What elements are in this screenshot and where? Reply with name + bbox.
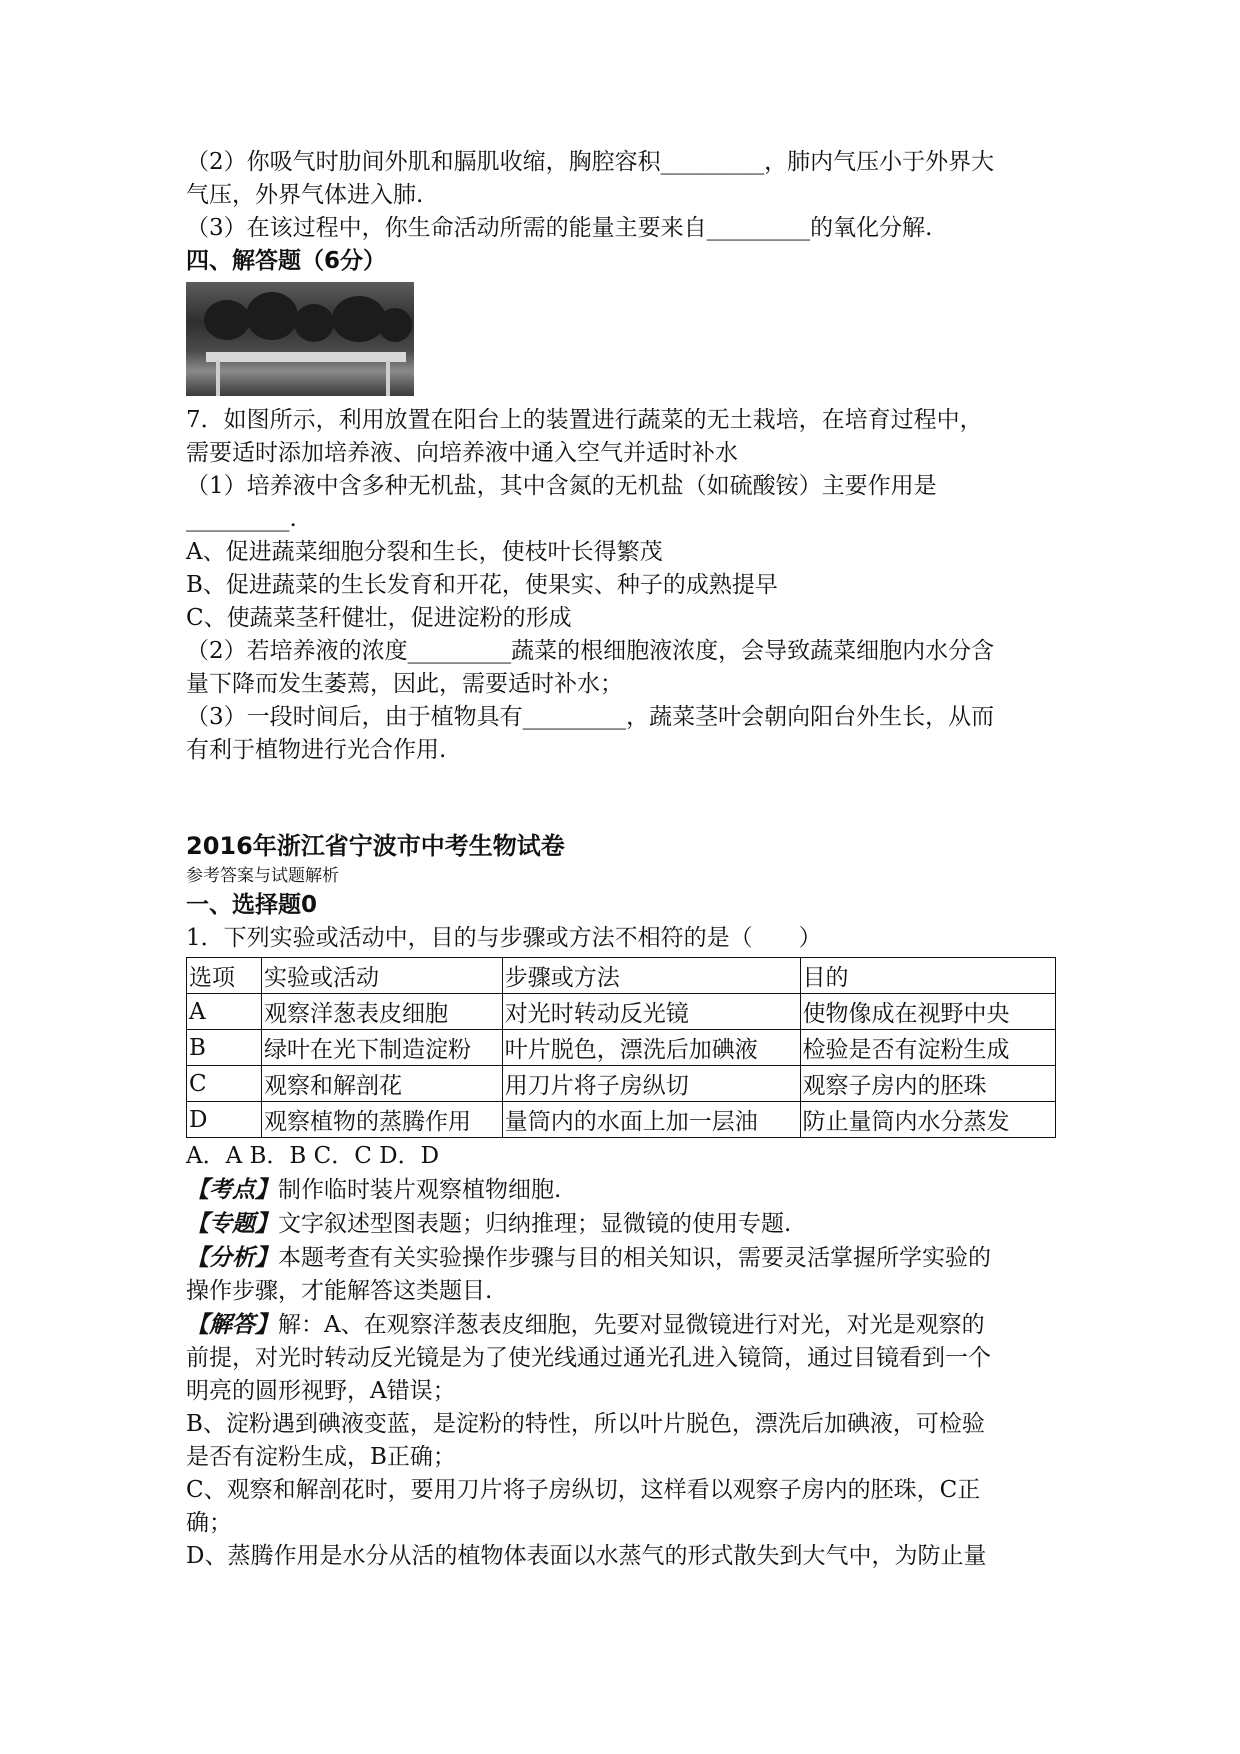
q1-table (186, 957, 1056, 1138)
table-cell: 量筒内的水面上加一层油 (502, 1102, 800, 1138)
page-content (186, 146, 1066, 1573)
table-cell: 用刀片将子房纵切 (502, 1066, 800, 1102)
fenxi-line1 (186, 1241, 1066, 1275)
q6-part2-line1: （2）你吸气时肋间外肌和膈肌收缩，胸腔容积_________，肺内气压小于外界大 (186, 149, 995, 175)
q1-stem: 1．下列实验或活动中，目的与步骤或方法不相符的是（ ） (186, 925, 822, 951)
jieda-line8: D、蒸腾作用是水分从活的植物体表面以水蒸气的形式散失到大气中，为防止量 (186, 1543, 987, 1569)
table-cell: 观察子房内的胚珠 (800, 1066, 1056, 1102)
answer-title: 2016年浙江省宁波市中考生物试卷 (186, 832, 565, 860)
answer-subtitle: 参考答案与试题解析 (186, 866, 339, 886)
q7-stem-line1: 7．如图所示，利用放置在阳台上的装置进行蔬菜的无土栽培，在培育过程中， (186, 407, 983, 433)
table-row (187, 1066, 1056, 1102)
section-gap (186, 767, 1066, 829)
hydroponics-photo (186, 282, 414, 396)
zhuanti-text: 文字叙述型图表题；归纳推理；显微镜的使用专题. (278, 1211, 792, 1237)
table-row (187, 1030, 1056, 1066)
q1-choices: A．A B．B C．C D．D (186, 1143, 440, 1169)
q6-part3: （3）在该过程中，你生命活动所需的能量主要来自_________的氧化分解. (186, 215, 933, 241)
kaodian-tag: 【考点】 (186, 1176, 278, 1203)
jieda-line2: 前提，对光时转动反光镜是为了使光线通过通光孔进入镜筒，通过目镜看到一个 (186, 1345, 991, 1371)
fenxi-line2: 操作步骤，才能解答这类题目. (186, 1278, 493, 1304)
jieda-line6: C、观察和解剖花时，要用刀片将子房纵切，这样看以观察子房内的胚珠，C正 (186, 1477, 981, 1503)
zhuanti-tag: 【专题】 (186, 1210, 278, 1237)
table-row (187, 1102, 1056, 1138)
jieda-tag: 【解答】 (186, 1311, 278, 1338)
jieda-line7: 确； (186, 1510, 232, 1536)
table-cell: 防止量筒内水分蒸发 (800, 1102, 1056, 1138)
zhuanti-line (186, 1207, 1066, 1241)
table-cell: A (187, 994, 262, 1030)
table-cell: B (187, 1030, 262, 1066)
jieda-line4: B、淀粉遇到碘液变蓝，是淀粉的特性，所以叶片脱色，漂洗后加碘液，可检验 (186, 1411, 985, 1437)
q7-option-b: B、促进蔬菜的生长发育和开花，使果实、种子的成熟提早 (186, 572, 778, 598)
q7-part1-line1: （1）培养液中含多种无机盐，其中含氮的无机盐（如硫酸铵）主要作用是 (186, 473, 937, 499)
table-cell: 观察植物的蒸腾作用 (262, 1102, 503, 1138)
section4-heading: 四、解答题（6分） (186, 248, 387, 274)
table-cell: 叶片脱色，漂洗后加碘液 (502, 1030, 800, 1066)
table-row (187, 994, 1056, 1030)
q7-part2-line1: （2）若培养液的浓度_________蔬菜的根细胞液浓度，会导致蔬菜细胞内水分含 (186, 638, 995, 664)
table-header-row (187, 958, 1056, 994)
q7-part3-line1: （3）一段时间后，由于植物具有_________，蔬菜茎叶会朝向阳台外生长，从而 (186, 704, 995, 730)
fenxi-text: 本题考查有关实验操作步骤与目的相关知识，需要灵活掌握所学实验的 (278, 1245, 991, 1271)
table-cell: 绿叶在光下制造淀粉 (262, 1030, 503, 1066)
jieda-line5: 是否有淀粉生成，B正确； (186, 1444, 456, 1470)
jieda-line3: 明亮的圆形视野，A错误； (186, 1378, 456, 1404)
table-header-cell: 实验或活动 (262, 958, 503, 994)
table-cell: 检验是否有淀粉生成 (800, 1030, 1056, 1066)
q7-stem-line2: 需要适时添加培养液、向培养液中通入空气并适时补水 (186, 440, 738, 466)
jieda-line1 (186, 1308, 1066, 1342)
section1-heading: 一、选择题0 (186, 892, 318, 918)
kaodian-line (186, 1173, 1066, 1207)
jieda-text: 解：A、在观察洋葱表皮细胞，先要对显微镜进行对光，对光是观察的 (278, 1312, 985, 1338)
table-cell: 观察和解剖花 (262, 1066, 503, 1102)
table-header-cell: 目的 (800, 958, 1056, 994)
q7-part2-line2: 量下降而发生萎蔫，因此，需要适时补水； (186, 671, 623, 697)
table-cell: C (187, 1066, 262, 1102)
table-cell: D (187, 1102, 262, 1138)
table-cell: 观察洋葱表皮细胞 (262, 994, 503, 1030)
q7-option-c: C、使蔬菜茎秆健壮，促进淀粉的形成 (186, 605, 572, 631)
table-cell: 对光时转动反光镜 (502, 994, 800, 1030)
q7-part1-line2: _________. (186, 506, 297, 532)
fenxi-tag: 【分析】 (186, 1244, 278, 1271)
q7-option-a: A、促进蔬菜细胞分裂和生长，使枝叶长得繁茂 (186, 539, 663, 565)
kaodian-text: 制作临时装片观察植物细胞. (278, 1177, 562, 1203)
table-header-cell: 步骤或方法 (502, 958, 800, 994)
q6-part2-line2: 气压，外界气体进入肺. (186, 182, 424, 208)
table-header-cell: 选项 (187, 958, 262, 994)
table-cell: 使物像成在视野中央 (800, 994, 1056, 1030)
q7-part3-line2: 有利于植物进行光合作用. (186, 737, 447, 763)
